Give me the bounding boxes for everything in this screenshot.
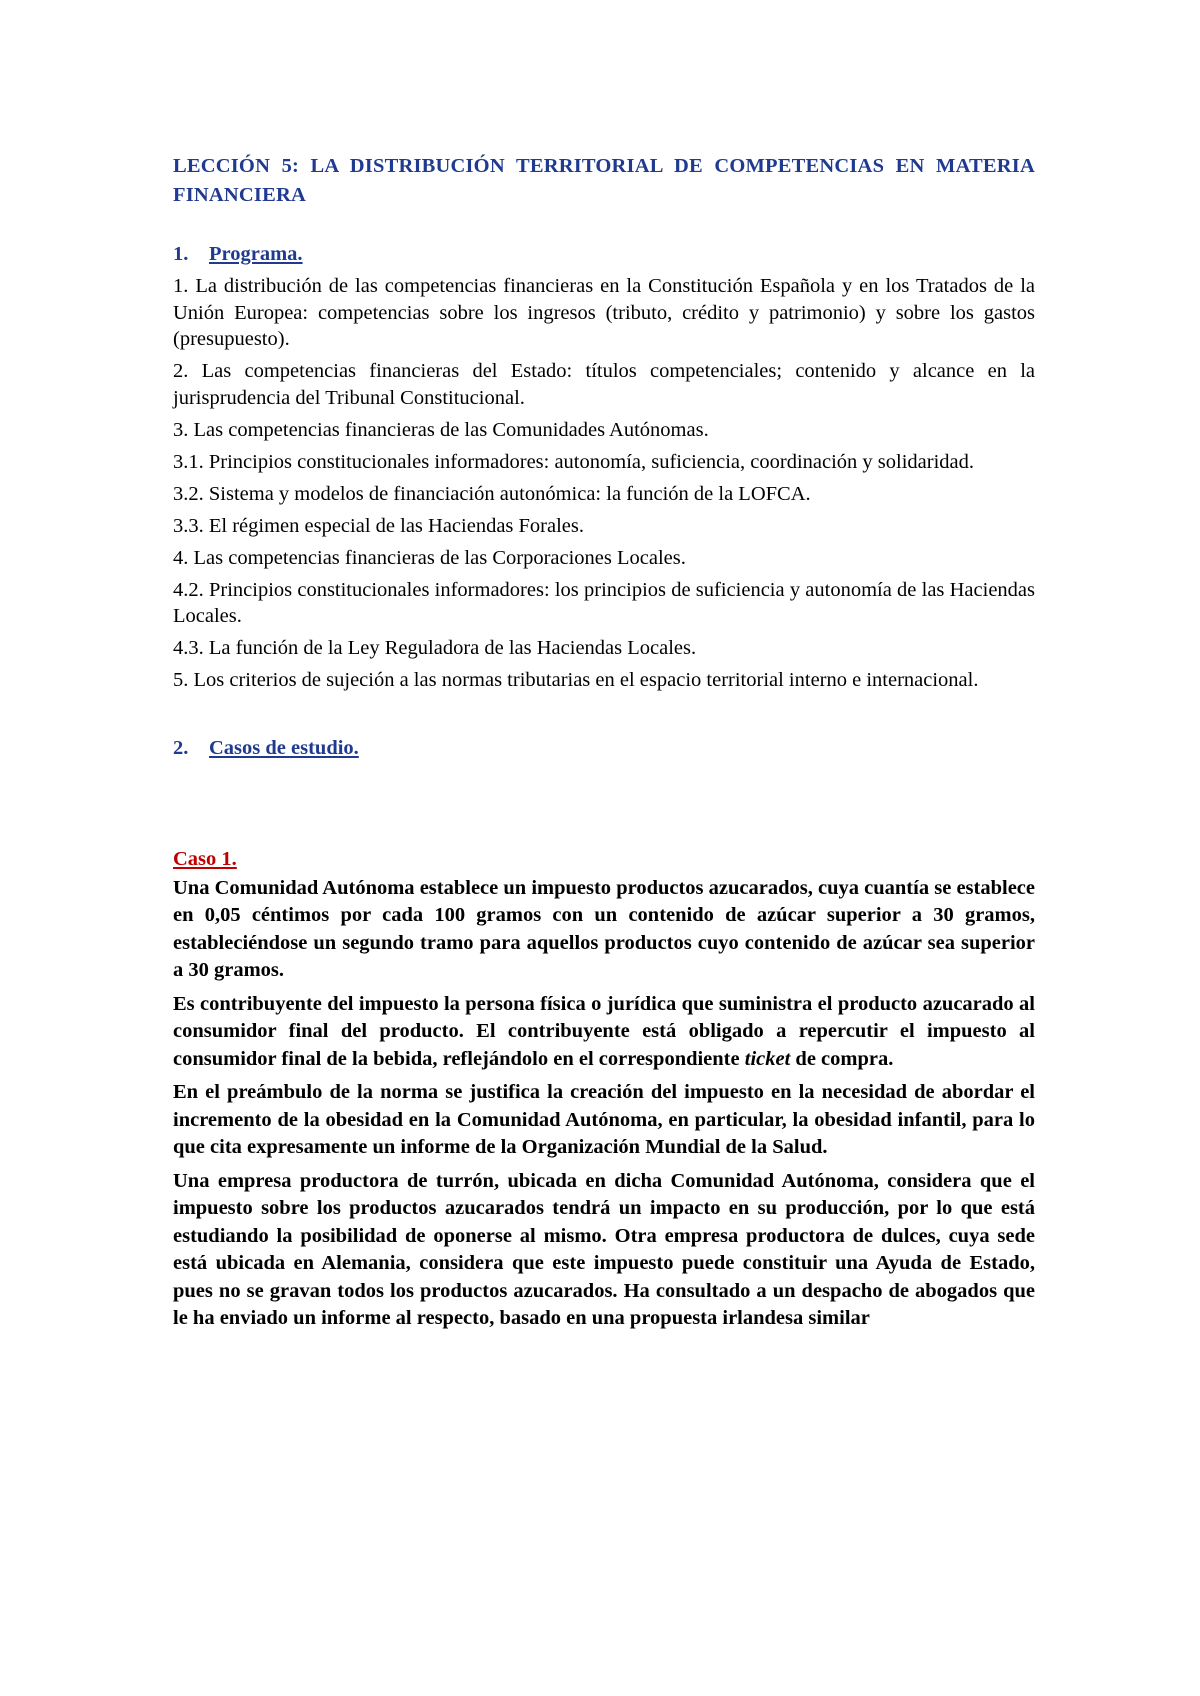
section-title: Casos de estudio. bbox=[209, 736, 359, 759]
case-text: de compra. bbox=[790, 1047, 894, 1070]
programa-item: 3. Las competencias financieras de las Comunidades Autónomas. bbox=[173, 418, 709, 441]
case-heading: Caso 1. bbox=[173, 847, 237, 870]
section-heading-casos bbox=[173, 734, 1035, 763]
section-number: 1. bbox=[173, 243, 189, 265]
programa-item: 3.2. Sistema y modelos de financiación autonómica: la función de la LOFCA. bbox=[173, 482, 811, 505]
document-page bbox=[173, 152, 1035, 1339]
programa-item: 4.3. La función de la Ley Reguladora de las Haciendas Locales. bbox=[173, 637, 697, 659]
section-title: Programa. bbox=[209, 243, 303, 265]
programa-item: 4.2. Principios constitucionales informadores: los principios de suficiencia y autonomía de las Haciendas Locales. bbox=[173, 578, 1035, 627]
programa-item: 3.3. El régimen especial de las Haciendas Forales. bbox=[173, 514, 584, 537]
section-heading-programa bbox=[173, 240, 1035, 269]
programa-item: 5. Los criterios de sujeción a las normas tributarias en el espacio territorial interno e internacional. bbox=[173, 669, 979, 691]
case-text: Es contribuyente del impuesto la persona física o jurídica que suministra el producto azucarado al consumidor final del producto. El contribuyente está obligado a repercutir el impuesto al consumidor final de la bebida, reflejándolo en el correspondiente bbox=[173, 992, 1035, 1070]
case-paragraph bbox=[173, 991, 1035, 1074]
case-body bbox=[173, 875, 1035, 1333]
document-title: LECCIÓN 5: LA DISTRIBUCIÓN TERRITORIAL DE COMPETENCIAS EN MATERIA FINANCIERA bbox=[173, 155, 1035, 206]
programa-item: 4. Las competencias financieras de las Corporaciones Locales. bbox=[173, 546, 686, 569]
programa-item: 3.1. Principios constitucionales informadores: autonomía, suficiencia, coordinación y solidaridad. bbox=[173, 450, 975, 473]
section-number: 2. bbox=[173, 736, 189, 759]
case-paragraph: Una Comunidad Autónoma establece un impuesto productos azucarados, cuya cuantía se establece en 0,05 céntimos por cada 100 gramos con un contenido de azúcar superior a 30 gramos, estableciéndose un segundo tramo para aquellos productos cuyo contenido de azúcar sea superior a 30 gramos. bbox=[173, 876, 1035, 981]
case-paragraph: En el preámbulo de la norma se justifica la creación del impuesto en la necesidad de abordar el incremento de la obesidad en la Comunidad Autónoma, en particular, la obesidad infantil, para lo que cita expresamente un informe de la Organización Mundial de la Salud. bbox=[173, 1081, 1035, 1158]
programa-item: 1. La distribución de las competencias financieras en la Constitución Española y en los Tratados de la Unión Europea: competencias sobre los ingresos (tributo, crédito y patrimonio) y sobre los gastos (presupuesto). bbox=[173, 275, 1035, 350]
case-paragraph: Una empresa productora de turrón, ubicada en dicha Comunidad Autónoma, considera que el impuesto sobre los productos azucarados tendrá un impacto en su producción, por lo que está estudiando la posibilidad de oponerse al mismo. Otra empresa productora de dulces, cuya sede está ubicada en Alemania, considera que este impuesto puede constituir una Ayuda de Estado, pues no se gravan todos los productos azucarados. Ha consultado a un despacho de abogados que le ha enviado un informe al respecto, basado en una propuesta irlandesa similar bbox=[173, 1169, 1035, 1329]
programa-list bbox=[173, 273, 1035, 694]
italic-term: ticket bbox=[744, 1047, 791, 1070]
programa-item: 2. Las competencias financieras del Estado: títulos competenciales; contenido y alcance en la jurisprudencia del Tribunal Constitucional. bbox=[173, 360, 1035, 409]
